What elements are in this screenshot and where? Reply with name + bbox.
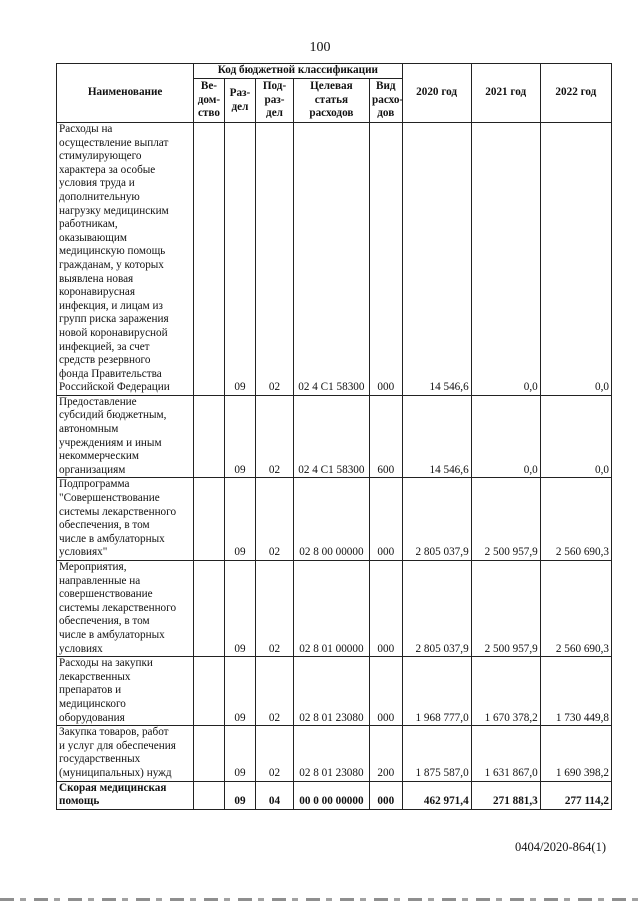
row-celevaya: 02 8 01 23080	[293, 726, 369, 781]
table-row	[57, 561, 612, 657]
row-value-2021: 2 500 957,9	[471, 561, 540, 657]
document-code: 0404/2020-864(1)	[515, 840, 606, 854]
row-name: Расходы на закупки лекарственных препаратов и медицинского оборудования	[57, 657, 194, 726]
row-celevaya: 02 8 01 00000	[293, 561, 369, 657]
table-row	[57, 657, 612, 726]
row-razdel: 09	[224, 123, 256, 396]
table-body	[57, 123, 612, 810]
row-vid: 600	[370, 395, 403, 478]
row-value-2021: 271 881,3	[471, 781, 540, 809]
row-value-2021: 2 500 957,9	[471, 478, 540, 561]
row-name: Скорая медицинская помощь	[57, 781, 194, 809]
header-2021: 2021 год	[471, 64, 540, 123]
row-vid: 200	[370, 726, 403, 781]
row-value-2021: 0,0	[471, 123, 540, 396]
row-value-2022: 277 114,2	[540, 781, 611, 809]
table-row	[57, 478, 612, 561]
row-ved	[194, 123, 224, 396]
table-row	[57, 123, 612, 396]
scan-edge-artifact	[0, 898, 640, 901]
row-value-2020: 1 875 587,0	[402, 726, 471, 781]
row-celevaya: 02 4 С1 58300	[293, 123, 369, 396]
row-value-2021: 1 631 867,0	[471, 726, 540, 781]
header-2022: 2022 год	[540, 64, 611, 123]
header-2020: 2020 год	[402, 64, 471, 123]
row-value-2020: 14 546,6	[402, 123, 471, 396]
row-celevaya: 00 0 00 00000	[293, 781, 369, 809]
row-razdel: 09	[224, 781, 256, 809]
row-vid: 000	[370, 478, 403, 561]
row-name: Мероприятия, направленные на совершенствование системы лекарственного обеспечения, в том числе в амбулаторных условиях	[57, 561, 194, 657]
row-podrazdel: 04	[256, 781, 294, 809]
row-podrazdel: 02	[256, 478, 294, 561]
row-vid: 000	[370, 561, 403, 657]
row-celevaya: 02 4 С1 58300	[293, 395, 369, 478]
row-value-2020: 2 805 037,9	[402, 561, 471, 657]
row-value-2022: 0,0	[540, 123, 611, 396]
row-ved	[194, 478, 224, 561]
row-vid: 000	[370, 123, 403, 396]
table-row	[57, 726, 612, 781]
row-ved	[194, 561, 224, 657]
row-ved	[194, 657, 224, 726]
row-celevaya: 02 8 00 00000	[293, 478, 369, 561]
row-value-2021: 0,0	[471, 395, 540, 478]
row-value-2020: 14 546,6	[402, 395, 471, 478]
row-value-2022: 2 560 690,3	[540, 561, 611, 657]
budget-classification-table	[56, 63, 612, 810]
row-value-2020: 462 971,4	[402, 781, 471, 809]
table-row	[57, 781, 612, 809]
row-name: Расходы на осуществление выплат стимулирующего характера за особые условия труда и дополнительную нагрузку медицинским работникам, оказывающим медицинскую помощь гражданам, у которых выявлена новая коронавирусная инфекция, и лицам из групп риска заражения новой коронавирусной инфекцией, за счет средств резервного фонда Правительства Российской Федерации	[57, 123, 194, 396]
row-razdel: 09	[224, 561, 256, 657]
header-name: Наименование	[57, 64, 194, 123]
row-name: Предоставление субсидий бюджетным, автономным учреждениям и иным некоммерческим организациям	[57, 395, 194, 478]
row-name: Подпрограмма "Совершенствование системы лекарственного обеспечения, в том числе в амбулаторных условиях"	[57, 478, 194, 561]
table-row	[57, 395, 612, 478]
row-podrazdel: 02	[256, 561, 294, 657]
row-value-2020: 1 968 777,0	[402, 657, 471, 726]
row-razdel: 09	[224, 478, 256, 561]
header-code-group: Код бюджетной классификации	[194, 64, 402, 79]
header-celevaya: Целевая статья расходов	[293, 79, 369, 123]
header-ved: Ве- дом- ство	[194, 79, 224, 123]
row-podrazdel: 02	[256, 395, 294, 478]
row-podrazdel: 02	[256, 123, 294, 396]
row-ved	[194, 781, 224, 809]
row-value-2022: 0,0	[540, 395, 611, 478]
row-celevaya: 02 8 01 23080	[293, 657, 369, 726]
row-vid: 000	[370, 781, 403, 809]
header-podrazdel: Под- раз- дел	[256, 79, 294, 123]
row-podrazdel: 02	[256, 657, 294, 726]
row-value-2022: 1 690 398,2	[540, 726, 611, 781]
row-value-2022: 2 560 690,3	[540, 478, 611, 561]
row-name: Закупка товаров, работ и услуг для обеспечения государственных (муниципальных) нужд	[57, 726, 194, 781]
row-razdel: 09	[224, 726, 256, 781]
row-vid: 000	[370, 657, 403, 726]
row-razdel: 09	[224, 657, 256, 726]
header-vid: Вид расхо- дов	[370, 79, 403, 123]
page-number: 100	[309, 40, 331, 55]
row-podrazdel: 02	[256, 726, 294, 781]
row-razdel: 09	[224, 395, 256, 478]
row-value-2021: 1 670 378,2	[471, 657, 540, 726]
row-ved	[194, 726, 224, 781]
row-ved	[194, 395, 224, 478]
row-value-2022: 1 730 449,8	[540, 657, 611, 726]
row-value-2020: 2 805 037,9	[402, 478, 471, 561]
header-razdel: Раз- дел	[224, 79, 256, 123]
